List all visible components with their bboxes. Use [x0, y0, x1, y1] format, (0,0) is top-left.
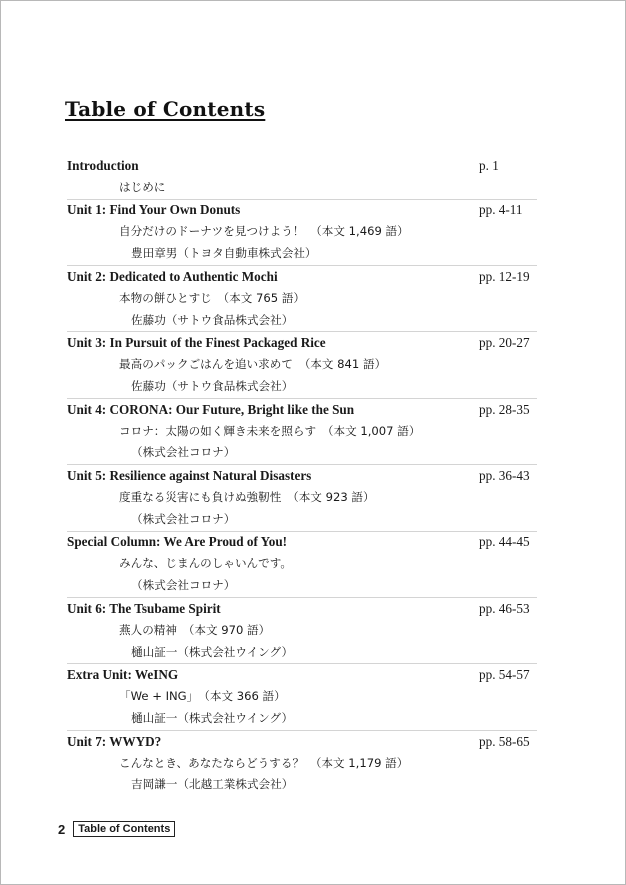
toc-entry-unit-3: [67, 331, 537, 397]
entry-pages: pp. 54-57: [479, 667, 530, 683]
entry-pages: pp. 12-19: [479, 268, 530, 284]
entry-title: Introduction: [67, 157, 139, 173]
entry-author: （株式会社コロナ）: [131, 445, 236, 460]
running-footer-label: Table of Contents: [73, 821, 175, 837]
entry-pages: pp. 44-45: [479, 534, 530, 550]
toc-entry-special-column: [67, 531, 537, 597]
entry-japanese-title: 燕人の精神 （本文 970 語）: [119, 622, 271, 637]
entry-pages: pp. 46-53: [479, 600, 530, 616]
entry-japanese-title: こんなとき、あなたならどうする？ （本文 1,179 語）: [119, 755, 409, 770]
entry-japanese-title: コロナ：太陽の如く輝き未来を照らす （本文 1,007 語）: [119, 423, 421, 438]
entry-author: （株式会社コロナ）: [131, 578, 236, 593]
entry-author: 豊田章男（トヨタ自動車株式会社）: [131, 246, 317, 261]
entry-title: Unit 3: In Pursuit of the Finest Packaged Rice: [67, 335, 326, 351]
entry-pages: pp. 20-27: [479, 335, 530, 351]
toc-entry-introduction: [67, 155, 537, 199]
entry-author: 佐藤功（サトウ食品株式会社）: [131, 378, 294, 393]
entry-japanese-title: 「We + ING」 （本文 366 語）: [119, 689, 286, 704]
entry-title: Extra Unit: WeING: [67, 667, 179, 683]
entry-pages: p. 1: [479, 157, 499, 173]
toc-entry-extra-unit: [67, 663, 537, 729]
entry-author: 樋山証一（株式会社ウイング）: [131, 710, 294, 725]
entry-pages: pp. 4-11: [479, 202, 523, 218]
entry-japanese-title: 本物の餅ひとすじ （本文 765 語）: [119, 290, 306, 305]
toc-entry-unit-5: [67, 464, 537, 530]
entry-japanese-title: みんな、じまんのしゃいんです。: [119, 556, 292, 571]
entry-author: 佐藤功（サトウ食品株式会社）: [131, 312, 294, 327]
entry-pages: pp. 36-43: [479, 468, 530, 484]
page-number: 2: [58, 821, 66, 837]
entry-title: Unit 5: Resilience against Natural Disasters: [67, 468, 312, 484]
entry-title: Unit 7: WWYD?: [67, 733, 162, 749]
toc-entry-unit-1: [67, 199, 537, 265]
toc-entry-unit-2: [67, 265, 537, 331]
entry-japanese-title: 最高のパックごはんを追い求めて （本文 841 語）: [119, 357, 387, 372]
page-title: Table of Contents: [65, 97, 266, 121]
table-of-contents: [67, 155, 537, 796]
entry-author: 吉岡謙一（北越工業株式会社）: [131, 777, 294, 792]
entry-title: Special Column: We Are Proud of You!: [67, 534, 288, 550]
entry-pages: pp. 28-35: [479, 401, 530, 417]
entry-pages: pp. 58-65: [479, 733, 530, 749]
entry-japanese-title: 度重なる災害にも負けぬ強靭性 （本文 923 語）: [119, 489, 375, 504]
entry-japanese-title: はじめに: [119, 179, 166, 194]
toc-entry-unit-6: [67, 597, 537, 663]
entry-author: （株式会社コロナ）: [131, 511, 236, 526]
entry-title: Unit 6: The Tsubame Spirit: [67, 600, 221, 616]
toc-entry-unit-4: [67, 398, 537, 464]
page-footer: [58, 821, 175, 837]
entry-japanese-title: 自分だけのドーナツを見つけよう！ （本文 1,469 語）: [119, 224, 409, 239]
entry-title: Unit 2: Dedicated to Authentic Mochi: [67, 268, 278, 284]
entry-title: Unit 4: CORONA: Our Future, Bright like the Sun: [67, 401, 355, 417]
entry-author: 樋山証一（株式会社ウイング）: [131, 644, 294, 659]
toc-entry-unit-7: [67, 730, 537, 796]
entry-title: Unit 1: Find Your Own Donuts: [67, 202, 241, 218]
